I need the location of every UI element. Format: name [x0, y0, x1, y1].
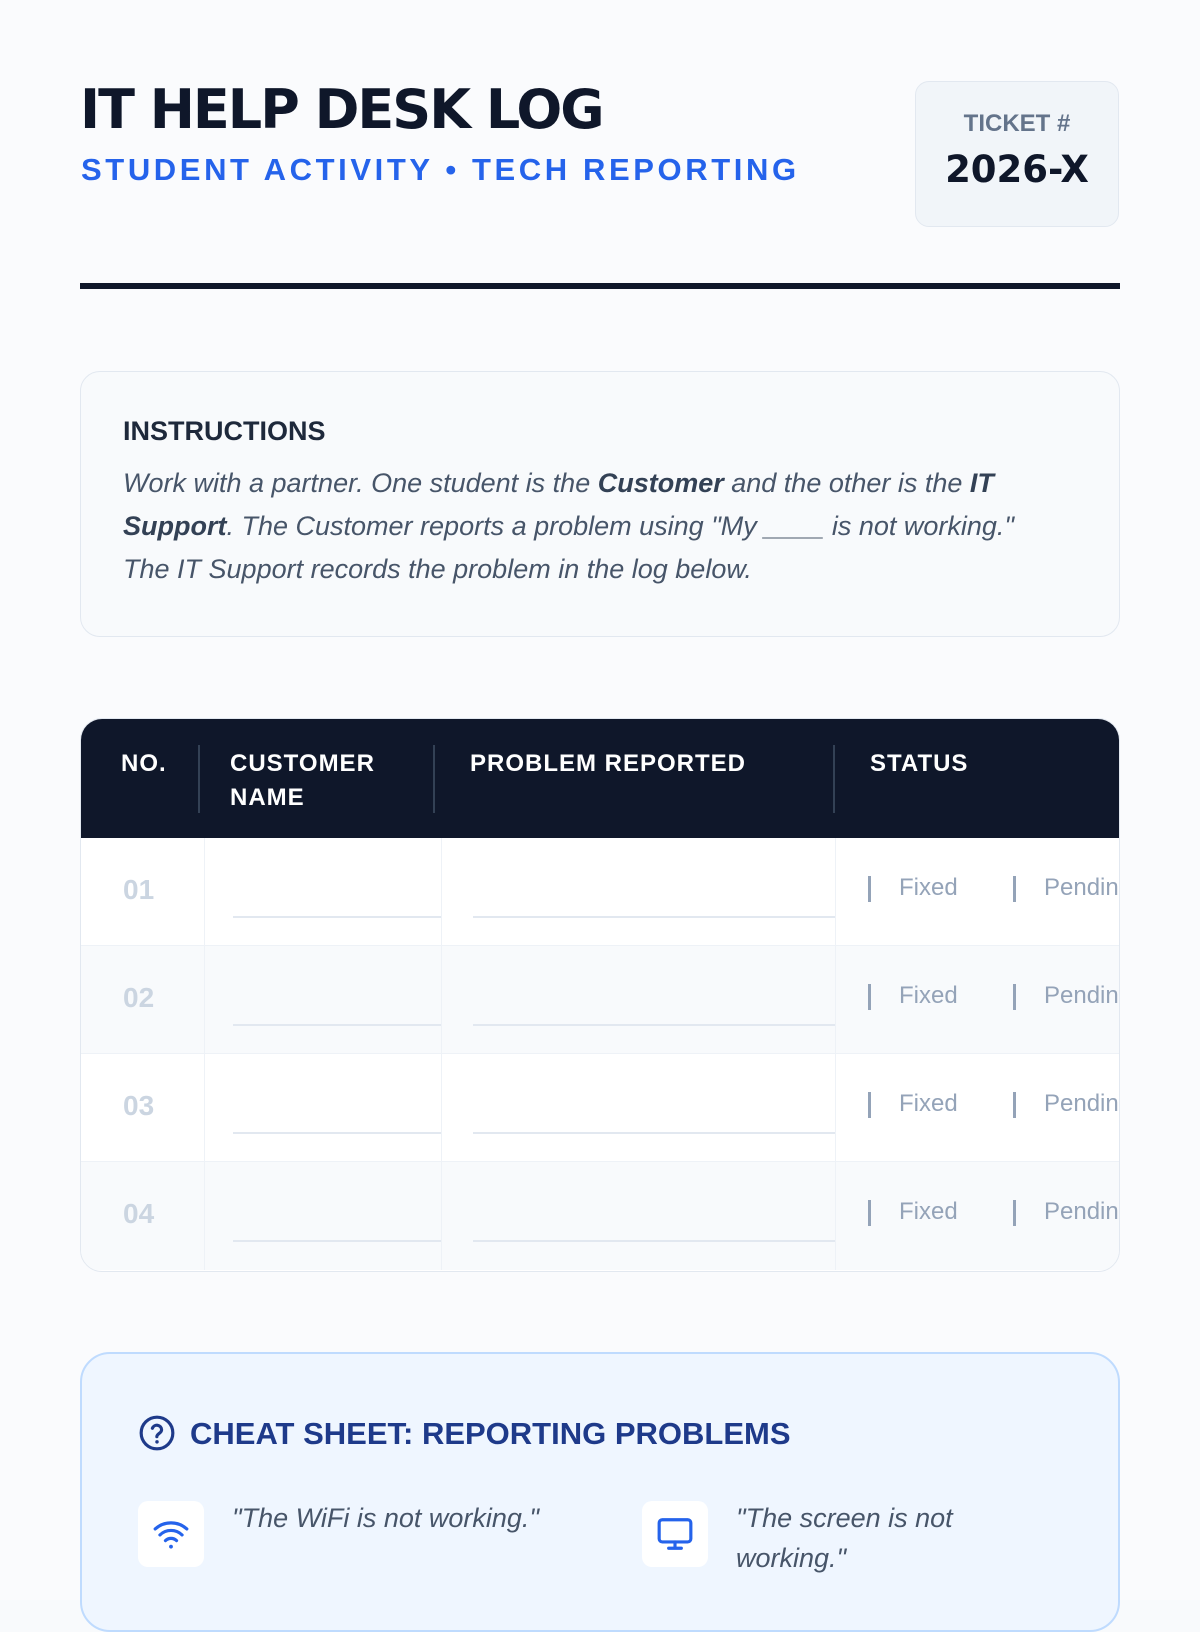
fixed-checkbox[interactable] [868, 1200, 871, 1226]
status-pending-option[interactable]: Pendin [1044, 982, 1119, 1009]
column-divider [835, 838, 836, 946]
table-row [81, 946, 1120, 1054]
status-pending-option[interactable]: Pendin [1044, 1090, 1119, 1117]
help-desk-log-table [80, 718, 1120, 1272]
column-divider [835, 946, 836, 1054]
cheat-sheet-quote: "The screen is not working." [736, 1503, 953, 1573]
status-fixed-option[interactable]: Fixed [899, 1198, 958, 1225]
instructions-box [80, 371, 1120, 637]
page-title: IT HELP DESK LOG [80, 78, 603, 141]
status-pending-option[interactable]: Pendin [1044, 1198, 1119, 1225]
instructions-text [123, 462, 1063, 591]
instructions-text-part-1: Work with a partner. One student is the [123, 468, 598, 498]
monitor-icon-tile [642, 1501, 708, 1567]
ticket-label: TICKET # [963, 110, 1071, 137]
cheat-sheet-box [80, 1352, 1120, 1632]
fixed-checkbox[interactable] [868, 1092, 871, 1118]
header-problem-reported: PROBLEM REPORTED [470, 750, 747, 777]
column-divider [204, 1162, 205, 1270]
header-customer-name: CUSTOMER NAME [230, 750, 375, 811]
wifi-icon-tile [138, 1501, 204, 1567]
fixed-checkbox[interactable] [868, 984, 871, 1010]
table-row [81, 1162, 1120, 1270]
status-fixed-option[interactable]: Fixed [899, 874, 958, 901]
cheat-sheet-title: CHEAT SHEET: REPORTING PROBLEMS [190, 1416, 791, 1451]
pending-checkbox[interactable] [1013, 1092, 1016, 1118]
header-status: STATUS [870, 750, 969, 777]
row-number: 03 [123, 1090, 155, 1121]
wifi-icon [152, 1515, 190, 1553]
monitor-icon [656, 1515, 694, 1553]
header-separator [198, 745, 200, 813]
instructions-text-part-2: and the other is the [723, 468, 970, 498]
status-pending-option[interactable]: Pendin [1044, 874, 1119, 901]
pending-checkbox[interactable] [1013, 984, 1016, 1010]
instructions-text-part-3: . The Customer reports a problem using "My ____ is not working." The IT Support records the problem in the log below. [123, 511, 1014, 584]
fixed-checkbox[interactable] [868, 876, 871, 902]
header-separator [833, 745, 835, 813]
status-fixed-option[interactable]: Fixed [899, 1090, 958, 1117]
row-number: 02 [123, 982, 155, 1013]
cheat-sheet-quote: "The WiFi is not working." [232, 1503, 540, 1533]
column-divider [441, 1162, 442, 1270]
header-separator [433, 745, 435, 813]
instructions-title: INSTRUCTIONS [123, 416, 326, 446]
role-customer: Customer [597, 468, 724, 498]
role-it-support: IT Support [123, 468, 994, 541]
problem-reported-field[interactable] [473, 1024, 835, 1026]
row-number: 04 [123, 1198, 155, 1229]
row-number: 01 [123, 874, 155, 905]
customer-name-field[interactable] [233, 1240, 441, 1242]
status-fixed-option[interactable]: Fixed [899, 982, 958, 1009]
table-row [81, 1054, 1120, 1162]
customer-name-field[interactable] [233, 1132, 441, 1134]
problem-reported-field[interactable] [473, 1132, 835, 1134]
table-row [81, 838, 1120, 946]
ticket-number: 2026-X [945, 148, 1089, 191]
problem-reported-field[interactable] [473, 916, 835, 918]
column-divider [835, 1162, 836, 1270]
pending-checkbox[interactable] [1013, 876, 1016, 902]
help-circle-icon [138, 1414, 176, 1452]
column-divider [204, 838, 205, 946]
column-divider [204, 946, 205, 1054]
page-subtitle: STUDENT ACTIVITY • TECH REPORTING [81, 152, 800, 187]
problem-reported-field[interactable] [473, 1240, 835, 1242]
column-divider [441, 838, 442, 946]
column-divider [835, 1054, 836, 1162]
column-divider [441, 1054, 442, 1162]
header-no: NO. [121, 750, 167, 777]
table-header [81, 719, 1120, 838]
pending-checkbox[interactable] [1013, 1200, 1016, 1226]
column-divider [441, 946, 442, 1054]
customer-name-field[interactable] [233, 916, 441, 918]
header-divider [80, 283, 1120, 289]
column-divider [204, 1054, 205, 1162]
customer-name-field[interactable] [233, 1024, 441, 1026]
ticket-badge [915, 81, 1119, 227]
